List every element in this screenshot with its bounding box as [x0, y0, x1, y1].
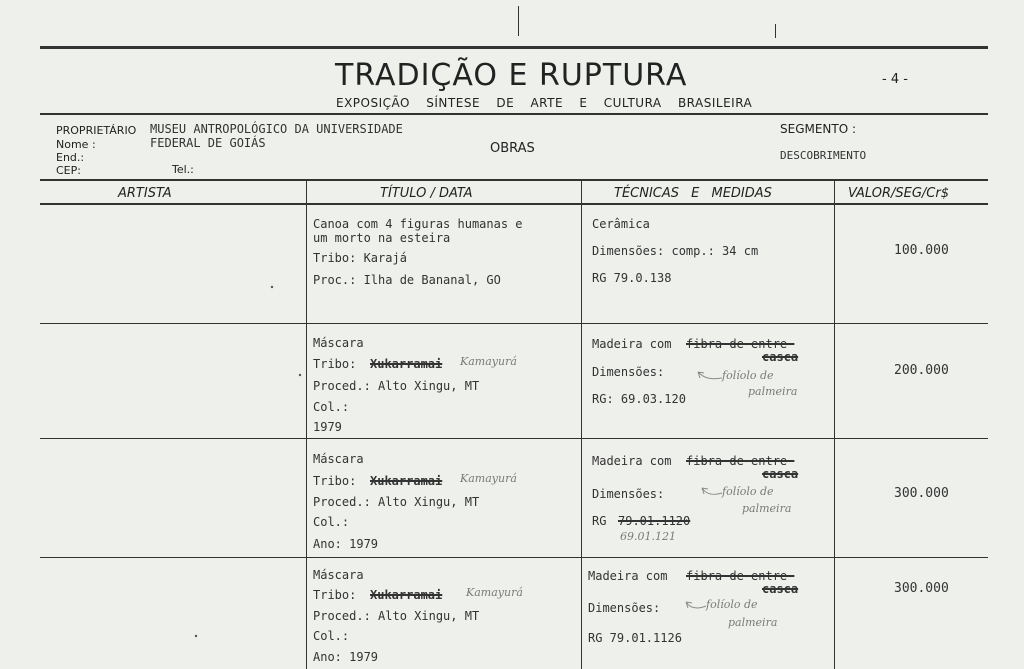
header-rule	[40, 113, 988, 115]
proprietario-label: PROPRIETÁRIO	[56, 124, 137, 137]
top-tick-mark	[518, 6, 519, 36]
row-4-dim-handwritten-1: folíolo de	[706, 598, 758, 611]
row-2-col: Col.:	[313, 400, 350, 414]
proprietario-value-2: FEDERAL DE GOIÁS	[150, 136, 266, 150]
document-title: TRADIÇÃO E RUPTURA	[335, 58, 688, 93]
column-header-tecnicas: TÉCNICAS E MEDIDAS	[614, 186, 772, 201]
row-4-technique-struck: fibra de entre-	[686, 569, 795, 583]
row-4-rg: RG 79.01.1126	[588, 631, 682, 645]
row-3-dim-handwritten-2: palmeira	[742, 502, 792, 515]
stray-dot	[271, 286, 273, 288]
row-3-rg-struck: 79.01.1120	[618, 514, 691, 528]
top-tick-mark-right	[775, 24, 776, 38]
row-3-rg-handwritten: 69.01.121	[620, 530, 676, 543]
column-header-valor: VALOR/SEG/Cr$	[848, 186, 950, 201]
top-rule	[40, 46, 988, 49]
row-4-arrow	[686, 602, 706, 608]
page-number: - 4 -	[882, 72, 908, 87]
column-divider-3	[834, 181, 835, 669]
proprietario-value-1: MUSEU ANTROPOLÓGICO DA UNIVERSIDADE	[150, 122, 403, 136]
row-2-tribe-handwritten: Kamayurá	[460, 355, 517, 368]
row-4-technique-pre: Madeira com	[588, 569, 668, 583]
row-4-tribe-handwritten: Kamayurá	[466, 586, 523, 599]
row-2-technique-struck-2: casca	[762, 350, 799, 364]
row-1-tribe: Tribo: Karajá	[313, 251, 407, 265]
document-subtitle: EXPOSIÇÃO SÍNTESE DE ARTE E CULTURA BRASILEIRA	[336, 96, 753, 110]
row-3-technique-struck-2: casca	[762, 467, 799, 481]
row-2-year: 1979	[313, 420, 342, 434]
row-2-title: Máscara	[313, 336, 364, 350]
row-2-rg: RG: 69.03.120	[592, 392, 686, 406]
row-2-tribe-struck: Xukarramai	[370, 357, 443, 371]
stray-dot	[299, 374, 301, 376]
row-3-arrow	[702, 488, 722, 494]
end-label: End.:	[56, 151, 85, 164]
row-2-proc: Proced.: Alto Xingu, MT	[313, 379, 480, 393]
row-4-year: Ano: 1979	[313, 650, 379, 664]
segmento-value: DESCOBRIMENTO	[780, 149, 867, 162]
row-3-rg-prefix: RG	[592, 514, 607, 528]
row-3-year: Ano: 1979	[313, 537, 379, 551]
row-1-title-line-2: um morto na esteira	[313, 231, 451, 245]
row-3-title: Máscara	[313, 452, 364, 466]
row-2-dimensions: Dimensões:	[592, 365, 665, 379]
column-header-titulo: TÍTULO / DATA	[380, 186, 473, 201]
row-1-proc: Proc.: Ilha de Bananal, GO	[313, 273, 501, 287]
row-2-technique-pre: Madeira com	[592, 337, 672, 351]
row-2-technique-struck: fibra de entre-	[686, 337, 795, 351]
column-divider-2	[581, 181, 582, 669]
row-1-dimensions: Dimensões: comp.: 34 cm	[592, 244, 759, 258]
stray-dot	[195, 635, 197, 637]
row-3-dimensions: Dimensões:	[592, 487, 665, 501]
nome-label: Nome :	[56, 138, 96, 151]
row-3-proc: Proced.: Alto Xingu, MT	[313, 495, 480, 509]
row-3-technique-pre: Madeira com	[592, 454, 672, 468]
row-2-dim-handwritten-1: folíolo de	[722, 369, 774, 382]
row-separator-3	[40, 557, 988, 558]
column-header-rule	[40, 203, 988, 205]
row-3-value: 300.000	[894, 486, 949, 501]
row-4-proc: Proced.: Alto Xingu, MT	[313, 609, 480, 623]
row-4-technique-struck-2: casca	[762, 582, 799, 596]
row-4-dim-handwritten-2: palmeira	[728, 616, 778, 629]
row-4-title: Máscara	[313, 568, 364, 582]
row-2-arrow	[698, 372, 722, 379]
row-2-dim-handwritten-2: palmeira	[748, 385, 798, 398]
row-3-tribe-handwritten: Kamayurá	[460, 472, 517, 485]
row-2-tribe-label: Tribo:	[313, 357, 357, 371]
row-1-rg: RG 79.0.138	[592, 271, 672, 285]
row-3-tribe-label: Tribo:	[313, 474, 357, 488]
row-3-tribe-struck: Xukarramai	[370, 474, 443, 488]
segmento-label: SEGMENTO :	[780, 122, 857, 136]
row-4-value: 300.000	[894, 581, 949, 596]
cep-label: CEP:	[56, 164, 81, 177]
obras-label: OBRAS	[490, 141, 535, 156]
tel-label: Tel.:	[172, 163, 194, 176]
row-1-title-line-1: Canoa com 4 figuras humanas e	[313, 217, 523, 231]
row-4-dimensions: Dimensões:	[588, 601, 661, 615]
column-header-artista: ARTISTA	[118, 186, 172, 201]
info-rule	[40, 179, 988, 181]
row-4-tribe-struck: Xukarramai	[370, 588, 443, 602]
row-3-dim-handwritten-1: folíolo de	[722, 485, 774, 498]
row-4-tribe-label: Tribo:	[313, 588, 357, 602]
row-4-col: Col.:	[313, 629, 350, 643]
row-1-technique: Cerâmica	[592, 217, 650, 231]
row-3-technique-struck: fibra de entre-	[686, 454, 795, 468]
row-3-col: Col.:	[313, 515, 350, 529]
row-1-value: 100.000	[894, 243, 949, 258]
column-divider-1	[306, 181, 307, 669]
row-separator-2	[40, 438, 988, 439]
row-separator-1	[40, 323, 988, 324]
row-2-value: 200.000	[894, 363, 949, 378]
